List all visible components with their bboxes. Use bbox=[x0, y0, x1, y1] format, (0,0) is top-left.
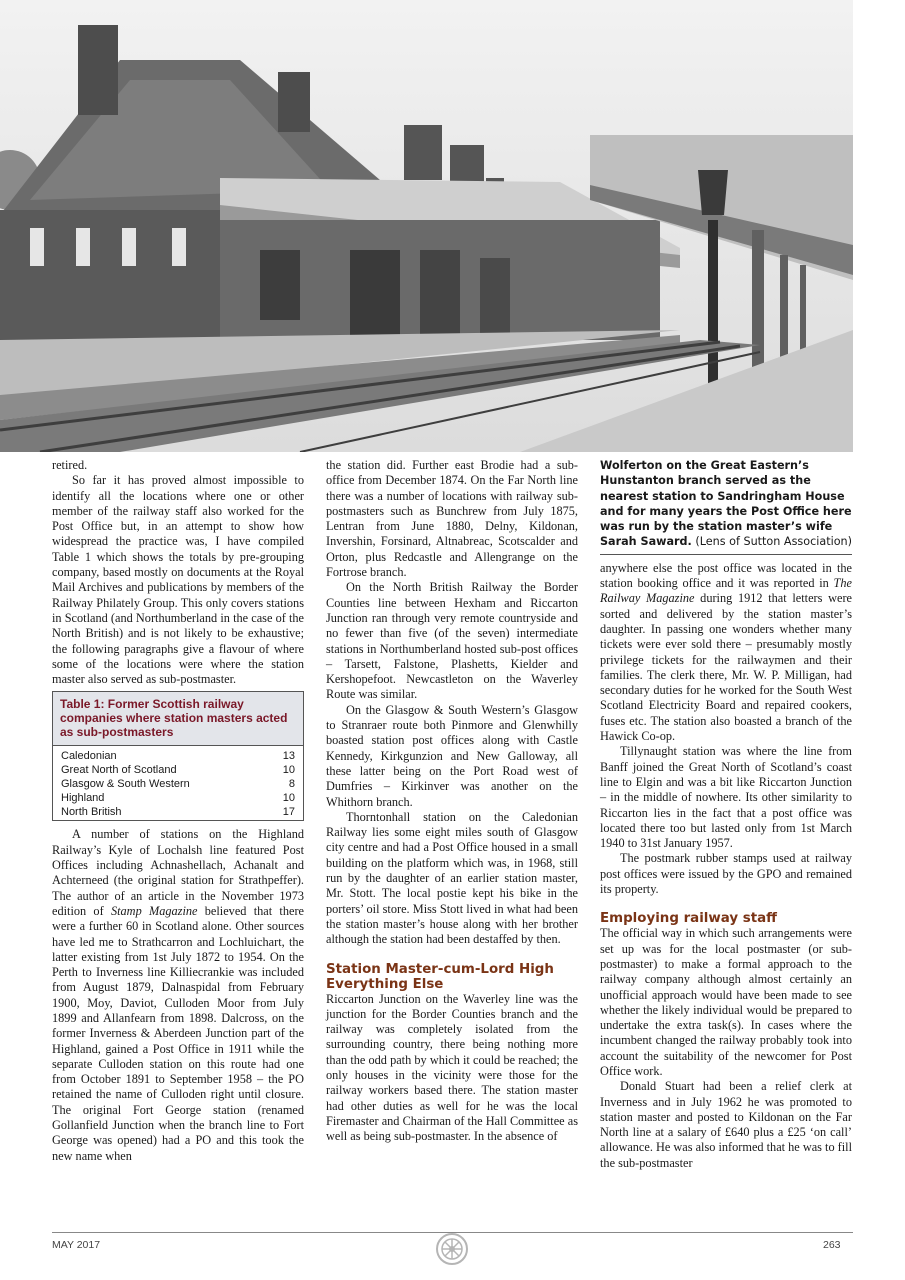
column-2 bbox=[326, 458, 578, 1144]
table-1 bbox=[52, 691, 304, 821]
table-rows bbox=[53, 746, 303, 820]
section-heading: Employing railway staff bbox=[600, 911, 778, 927]
company-count: 17 bbox=[282, 805, 295, 818]
issue-date: MAY 2017 bbox=[52, 1239, 101, 1251]
company-count: 13 bbox=[282, 750, 295, 763]
paragraph: retired. bbox=[52, 458, 88, 472]
text-run: A number of stations on the Highland Railway’s Kyle of Lochalsh line featured Post Offices including Achnashellach, Achanalt and Achterneed (the original station for Strathpeffer). The author of an article in the November 1973 edition of bbox=[52, 827, 304, 918]
column-3 bbox=[600, 458, 852, 1171]
company-name: Highland bbox=[61, 791, 105, 804]
table-row bbox=[61, 764, 295, 778]
paragraph bbox=[600, 561, 852, 745]
company-name: Great North of Scotland bbox=[61, 764, 177, 777]
section-heading: Station Master-cum-Lord High Everything Else bbox=[326, 961, 554, 992]
table-row bbox=[61, 792, 295, 806]
caption-credit: (Lens of Sutton Association) bbox=[691, 535, 852, 549]
paragraph: On the Glasgow & South Western’s Glasgow to Stranraer route both Pinmore and Glenwhilly boasted station post offices along with Castle Kennedy, Kirkgunzion and New Galloway, all these latter being on the Port Road west of Dumfries – Kirkinver was another on the Whithorn branch. bbox=[326, 702, 578, 809]
publication-title: The Railway Magazine bbox=[600, 576, 852, 606]
paragraph bbox=[52, 827, 304, 1164]
page-number: 263 bbox=[823, 1239, 841, 1251]
company-name: Caledonian bbox=[61, 750, 117, 763]
company-count: 10 bbox=[282, 791, 295, 804]
text-run: during 1912 that letters were sorted and delivered by the station master’s daughter. In passing one wonders whether many tickets were ever sold there – presumably mostly privilege tickets for the railwaymen and their families. The clerk there, Mr. W. P. Milligan, had secondary duties for he worked for the South West Scotland Electricity Board and repaired cookers, fuses etc. The station also boasted a branch of the Hawick Co-op. bbox=[600, 591, 852, 744]
paragraph: Thorntonhall station on the Caledonian Railway lies some eight miles south of Glasgow city centre and had a Post Office housed in a small building on the platform which was, in 1968, still run by the daughter of an earlier station master, Mr. Stott. The local postie kept his bike in the porters’ oil store. Miss Stott lived in what had been the station master’s house along with her brother although the station had been destaffed by then. bbox=[326, 809, 578, 947]
table-row bbox=[61, 750, 295, 764]
paragraph: Riccarton Junction on the Waverley line was the junction for the Border Counties branch and the railway was completely isolated from the surrounding country, there being nothing more than the odd path by which it could be reached; the only houses in the vicinity were those for the railway workers based there. The station master had other duties as well for he was the local Firemaster and Chairman of the Hall Committee as well as being sub-postmaster. In the absence of bbox=[326, 991, 578, 1144]
photo-caption bbox=[600, 458, 852, 555]
paragraph: the station did. Further east Brodie had a sub-office from December 1874. On the Far North line there was a number of locations with railway sub-postmasters such as Bunchrew from July 1875, Lentran from June 1880, Delny, Kildonan, Invershin, Forsinard, Altnabreac, Scotscalder and Orton, plus Redcastle and Allengrange on the Fortrose branch. bbox=[326, 458, 578, 580]
company-name: Glasgow & South Western bbox=[61, 778, 190, 791]
table-row bbox=[61, 778, 295, 792]
table-title: Table 1: Former Scottish railway companies where station masters acted as sub-postmasters bbox=[53, 692, 303, 746]
text-run: believed that there were a further 60 in Scotland alone. Other sources have led me to Strathcarron and Lochluichart, the latter existing from 1st July 1872 to 1954. On the Perth to Inverness line Killiecrankie was included from August 1879, Dalnaspidal from February 1900, Moy, Daviot, Culloden Moor from July 1899 and Allanfearn from 1898. Dalcross, on the former Inverness & Aberdeen Junction part of the Highland, gained a Post Office in 1911 while the separate Culloden station on this route had one from October 1891 to September 1958 – the PO retained the name of Culloden right until closure. The original Fort George station (renamed Gollanfield Junction when the branch line to Fort George was opened) had a PO and this took the new name when bbox=[52, 903, 305, 1163]
text-run: anywhere else the post office was located in the station booking office and it was reported in bbox=[600, 560, 852, 591]
station-photo bbox=[0, 0, 853, 452]
paragraph: Tillynaught station was where the line from Banff joined the Great North of Scotland’s coast line to Elgin and was a bit like Riccarton Junction – in the middle of nowhere. Its other similarity to Riccarton lies in the fact that a post office was located there too but lasted only from 1st March 1940 to 31st January 1957. bbox=[600, 744, 852, 851]
publication-title: Stamp Magazine bbox=[110, 903, 198, 918]
paragraph: Donald Stuart had been a relief clerk at Inverness and in July 1962 he was promoted to station master and posted to Kildonan on the Far North line at a salary of £640 plus a £25 ‘on call’ allowance. He was also informed that he was to fill the sub-postmaster bbox=[600, 1079, 853, 1170]
company-count: 10 bbox=[282, 764, 295, 777]
column-1 bbox=[52, 458, 304, 1164]
paragraph: The official way in which such arrangements were set up was for the local postmaster (or sub-postmaster) to make a formal approach to the railway company although almost certainly an unofficial approach would have been made to see whether the likely individual would be prepared to undertake the extra task(s). In cases where the incumbent changed the railway probably took into account the suitability of the newcomer for Post Office work. bbox=[600, 926, 852, 1078]
caption-text: Wolferton on the Great Eastern’s Hunstanton branch served as the nearest station to Sandringham House and for many years the Post Office here was run by the station master’s wife Sarah Saward. bbox=[600, 459, 852, 549]
paragraph: The postmark rubber stamps used at railway post offices were issued by the GPO and remained its property. bbox=[600, 851, 852, 897]
table-row bbox=[61, 806, 295, 820]
wheel-logo-icon bbox=[435, 1232, 469, 1266]
paragraph: So far it has proved almost impossible to identify all the locations where one or other member of the railway staff also worked for the Post Office but, in an attempt to show how widespread the practice was, I have compiled Table 1 which shows the totals by pre-grouping company, based mostly on documents at the Royal Mail Archives and publications by members of the Railway Philately Group. This only covers stations in Scotland (and Northumberland in the case of the North British) and is not likely to be exhaustive; the following paragraphs give a flavour of where some of the locations were where the station master also served as sub-postmaster. bbox=[52, 473, 304, 687]
company-name: North British bbox=[61, 805, 122, 818]
company-count: 8 bbox=[288, 778, 295, 791]
paragraph: On the North British Railway the Border Counties line between Hexham and Riccarton Junction ran through very remote countryside and no fewer than five (of the seven) intermediate stations in Northumberland hosted sub-post offices – Tarsett, Falstone, Plashetts, Kielder and Kershopefoot. Newcastleton on the Waverley Route was similar. bbox=[326, 580, 578, 702]
